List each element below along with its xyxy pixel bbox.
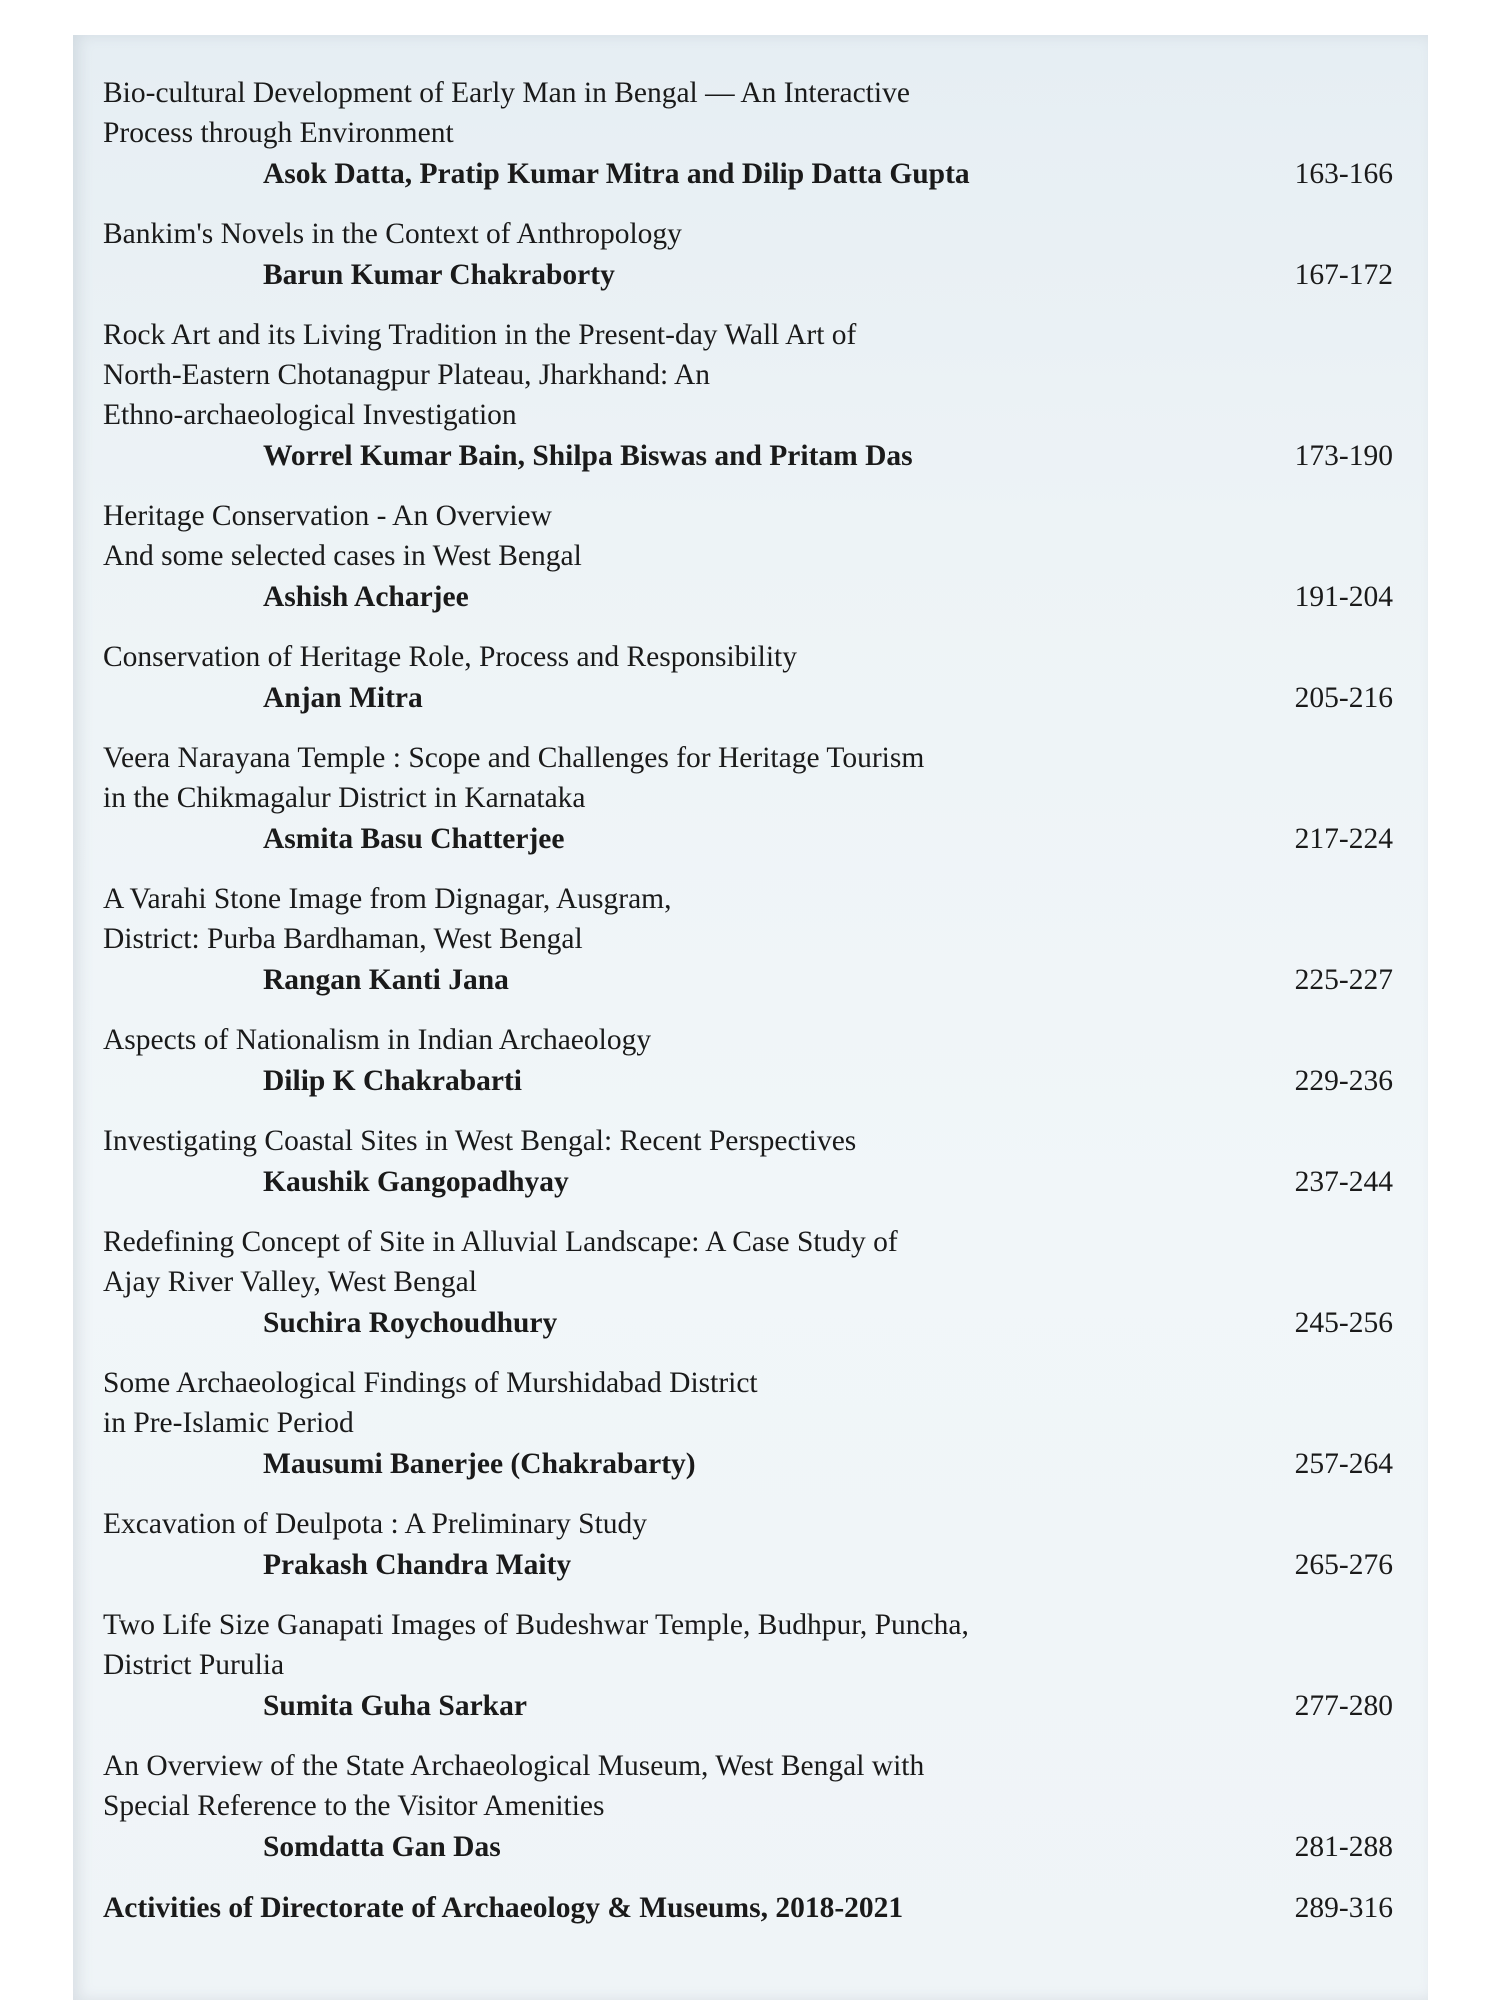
entry-title-line: Heritage Conservation - An Overview xyxy=(103,500,552,532)
entry-title-line: Some Archaeological Findings of Murshidabad District xyxy=(103,1367,758,1399)
entry-title-line: Aspects of Nationalism in Indian Archaeology xyxy=(103,1024,652,1056)
toc-entry xyxy=(103,73,1413,195)
entry-title-line: Bio-cultural Development of Early Man in Bengal — An Interactive xyxy=(103,77,910,109)
entry-title-line: Ethno-archaeological Investigation xyxy=(103,399,517,431)
entry-authors: Somdatta Gan Das xyxy=(263,1831,501,1863)
entry-author-row xyxy=(103,677,1413,719)
toc-entry xyxy=(103,738,1413,860)
toc-entry xyxy=(103,637,1413,719)
entry-authors: Worrel Kumar Bain, Shilpa Biswas and Pritam Das xyxy=(263,440,913,472)
entry-title-line: Special Reference to the Visitor Amenities xyxy=(103,1790,605,1822)
table-of-contents xyxy=(103,73,1413,1929)
entry-authors: Suchira Roychoudhury xyxy=(263,1307,558,1339)
entry-author-row xyxy=(103,153,1413,195)
entry-author-row xyxy=(103,1544,1413,1586)
entry-authors: Asok Datta, Pratip Kumar Mitra and Dilip Datta Gupta xyxy=(263,158,970,190)
entry-authors: Sumita Guha Sarkar xyxy=(263,1690,527,1722)
entry-title-line: Two Life Size Ganapati Images of Budeshwar Temple, Budhpur, Puncha, xyxy=(103,1609,969,1641)
toc-entry xyxy=(103,1020,1413,1102)
toc-entry xyxy=(103,1605,1413,1727)
entry-author-row xyxy=(103,1060,1413,1102)
entry-author-row xyxy=(103,1826,1413,1868)
entry-title-line: Conservation of Heritage Role, Process and Responsibility xyxy=(103,641,797,673)
entry-authors: Kaushik Gangopadhyay xyxy=(263,1166,569,1198)
entry-author-row xyxy=(103,1302,1413,1344)
entry-title-line: And some selected cases in West Bengal xyxy=(103,540,582,572)
entry-pages: 257-264 xyxy=(1294,1448,1393,1480)
toc-entry xyxy=(103,1504,1413,1586)
toc-entry xyxy=(103,1121,1413,1203)
entry-title-line: Redefining Concept of Site in Alluvial Landscape: A Case Study of xyxy=(103,1226,898,1258)
entry-title-line: Investigating Coastal Sites in West Bengal: Recent Perspectives xyxy=(103,1125,857,1157)
entry-pages: 173-190 xyxy=(1294,440,1393,472)
entry-author-row xyxy=(103,818,1413,860)
entry-title-line: Rock Art and its Living Tradition in the Present-day Wall Art of xyxy=(103,319,857,351)
entry-title-line: Ajay River Valley, West Bengal xyxy=(103,1266,477,1298)
entry-pages: 205-216 xyxy=(1294,682,1393,714)
entry-author-row xyxy=(103,1685,1413,1727)
entry-authors: Prakash Chandra Maity xyxy=(263,1549,572,1581)
entry-pages: 245-256 xyxy=(1294,1307,1393,1339)
entry-title-line: District Purulia xyxy=(103,1649,285,1681)
entry-authors: Mausumi Banerjee (Chakrabarty) xyxy=(263,1448,696,1480)
toc-entry xyxy=(103,1746,1413,1868)
toc-entry xyxy=(103,1363,1413,1485)
entry-title-line: Bankim's Novels in the Context of Anthropology xyxy=(103,218,682,250)
entry-title-line: in the Chikmagalur District in Karnataka xyxy=(103,782,586,814)
entry-author-row xyxy=(103,435,1413,477)
toc-entry xyxy=(103,1222,1413,1344)
entry-pages: 163-166 xyxy=(1294,158,1393,190)
toc-final-entry xyxy=(103,1887,1413,1929)
entry-author-row xyxy=(103,254,1413,296)
entry-author-row xyxy=(103,576,1413,618)
entry-title-line: in Pre-Islamic Period xyxy=(103,1407,354,1439)
entry-author-row xyxy=(103,1161,1413,1203)
entry-title-line: Veera Narayana Temple : Scope and Challenges for Heritage Tourism xyxy=(103,742,925,774)
entry-pages: 277-280 xyxy=(1294,1690,1393,1722)
entry-pages: 225-227 xyxy=(1294,964,1393,996)
entry-title-line: Process through Environment xyxy=(103,117,454,149)
entry-authors: Rangan Kanti Jana xyxy=(263,964,509,996)
toc-entry xyxy=(103,214,1413,296)
entry-pages: 167-172 xyxy=(1294,259,1393,291)
entry-authors: Dilip K Chakrabarti xyxy=(263,1065,522,1097)
final-entry-pages: 289-316 xyxy=(1294,1892,1393,1924)
toc-entry xyxy=(103,879,1413,1001)
entry-pages: 237-244 xyxy=(1294,1166,1393,1198)
entry-author-row xyxy=(103,1443,1413,1485)
entry-title-line: North-Eastern Chotanagpur Plateau, Jharkhand: An xyxy=(103,359,711,391)
entry-pages: 229-236 xyxy=(1294,1065,1393,1097)
entry-title-line: An Overview of the State Archaeological Museum, West Bengal with xyxy=(103,1750,925,1782)
toc-entry xyxy=(103,496,1413,618)
final-entry-title: Activities of Directorate of Archaeology & Museums, 2018-2021 xyxy=(103,1892,904,1924)
entry-authors: Asmita Basu Chatterjee xyxy=(263,823,565,855)
entry-pages: 191-204 xyxy=(1294,581,1393,613)
toc-entry xyxy=(103,315,1413,477)
entry-authors: Barun Kumar Chakraborty xyxy=(263,259,615,291)
entry-authors: Ashish Acharjee xyxy=(263,581,469,613)
entry-pages: 217-224 xyxy=(1294,823,1393,855)
entry-authors: Anjan Mitra xyxy=(263,682,423,714)
entry-title-line: A Varahi Stone Image from Dignagar, Ausgram, xyxy=(103,883,672,915)
entry-author-row xyxy=(103,959,1413,1001)
entry-title-line: Excavation of Deulpota : A Preliminary Study xyxy=(103,1508,648,1540)
entry-pages: 265-276 xyxy=(1294,1549,1393,1581)
document-page xyxy=(73,35,1428,2000)
entry-pages: 281-288 xyxy=(1294,1831,1393,1863)
entry-title-line: District: Purba Bardhaman, West Bengal xyxy=(103,923,583,955)
